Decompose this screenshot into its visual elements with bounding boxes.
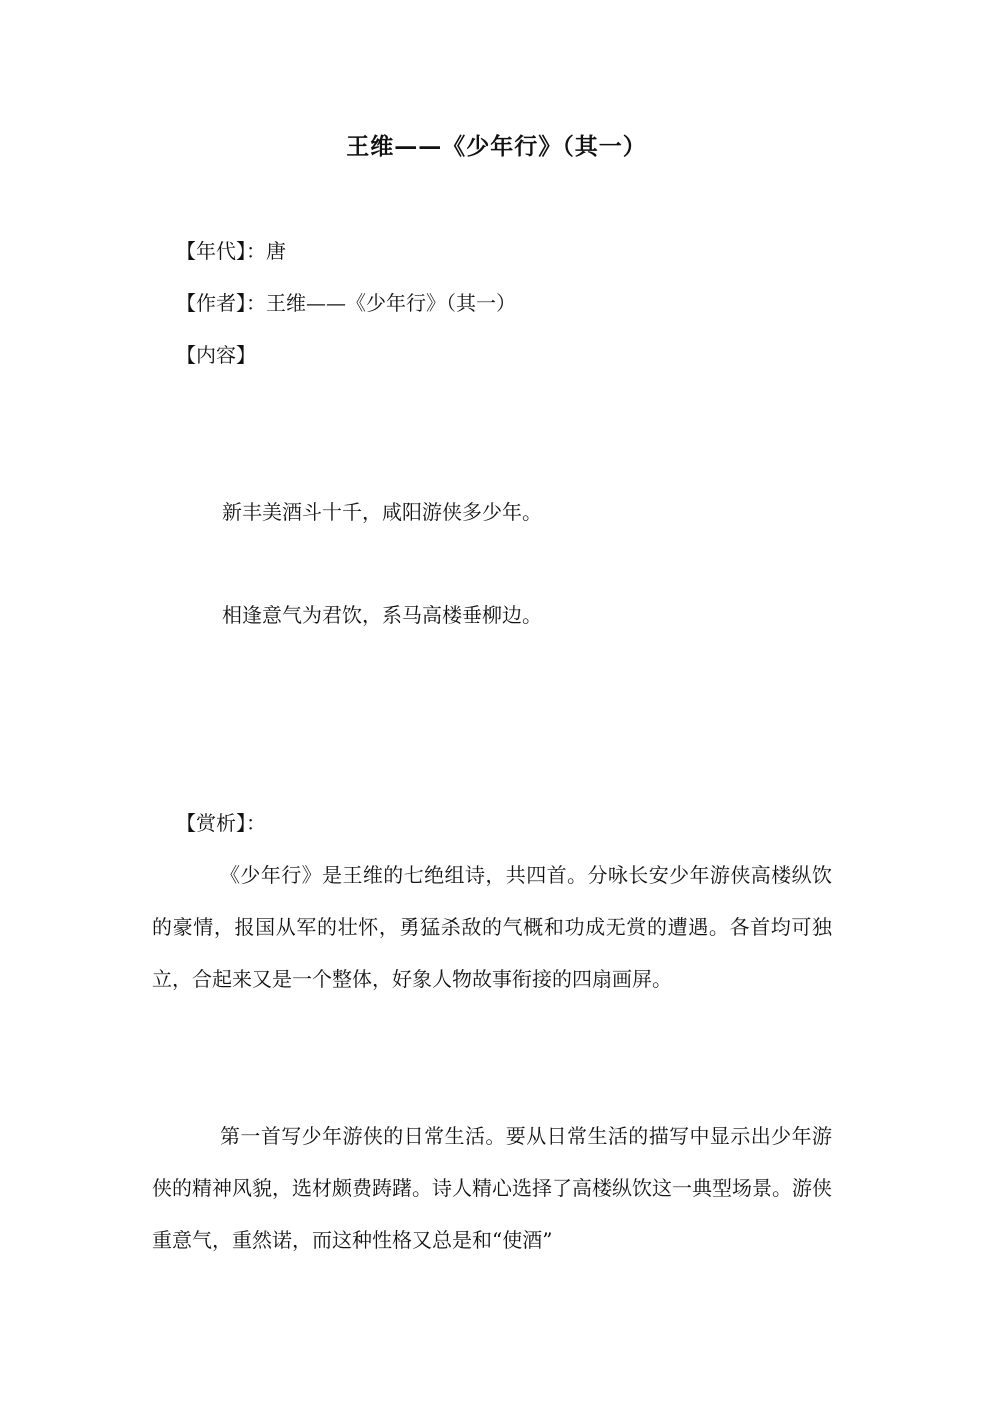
content-label: 【内容】 <box>176 343 256 367</box>
document-title: 王维——《少年行》（其一） <box>346 133 647 160</box>
era-line: 【年代】：唐 <box>176 239 286 263</box>
analysis-paragraph: 《少年行》是王维的七绝组诗，共四首。分咏长安少年游侠高楼纵饮的豪情，报国从军的壮怀，勇猛杀敌的气概和功成无赏的遭遇。各首均可独立，合起来又是一个整体，好象人物故事衔接的四扇画屏。 <box>152 863 832 991</box>
poem-line: 新丰美酒斗十千，咸阳游侠多少年。 <box>222 500 542 524</box>
analysis-paragraph: 第一首写少年游侠的日常生活。要从日常生活的描写中显示出少年游侠的精神风貌，选材颇费踌躇。诗人精心选择了高楼纵饮这一典型场景。游侠重意气，重然诺，而这种性格又总是和“使酒” <box>152 1124 832 1252</box>
author-line: 【作者】：王维——《少年行》（其一） <box>176 291 516 315</box>
analysis-label: 【赏析】： <box>176 811 266 835</box>
poem-line: 相逢意气为君饮，系马高楼垂柳边。 <box>222 603 542 627</box>
